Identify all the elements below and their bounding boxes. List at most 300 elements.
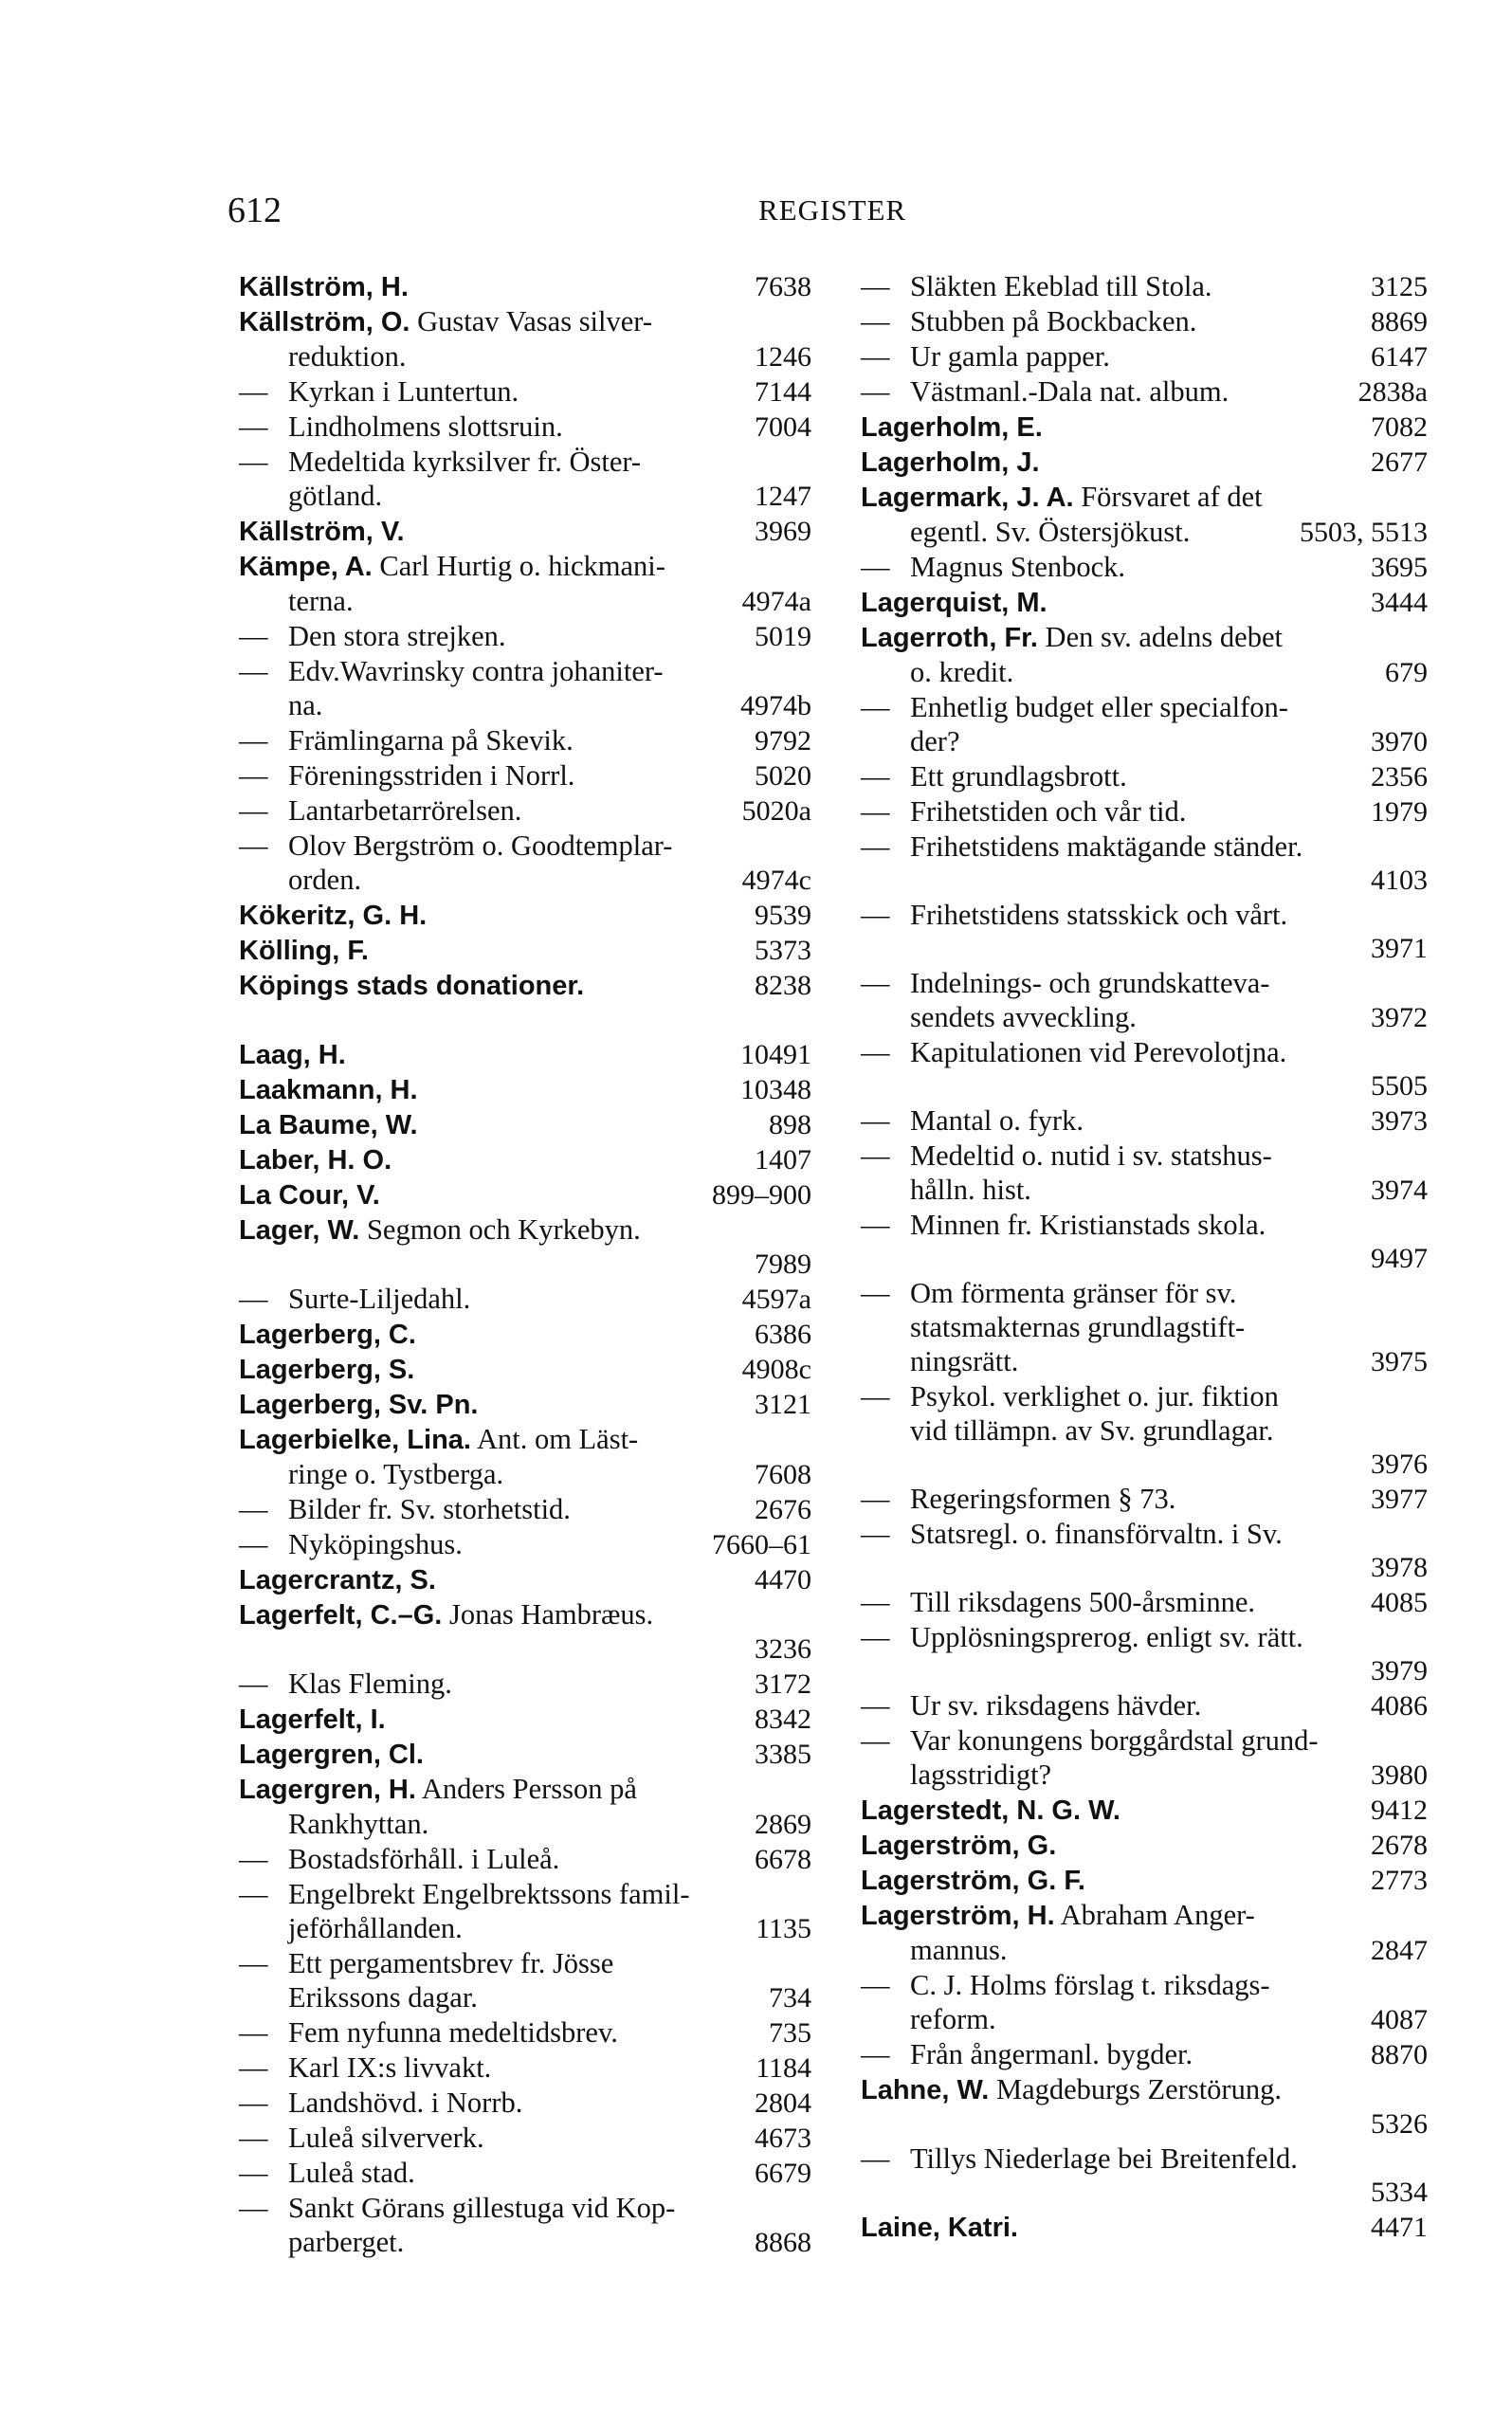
entry-line: [239, 445, 811, 479]
entry-text-group: [861, 550, 1125, 584]
reference-number: 3978: [1371, 1552, 1428, 1583]
entry-title: egentl. Sv. Östersjökust.: [910, 516, 1191, 548]
entry-line: [861, 2176, 1428, 2210]
entry-line: [239, 1492, 811, 1527]
reference-number: 4974a: [741, 586, 811, 617]
index-subentry: [861, 898, 1428, 966]
reference-number: 734: [769, 1982, 811, 2014]
entry-title: vid tillämpn. av Sv. grundlagar.: [910, 1414, 1274, 1447]
entry-line: [239, 1911, 811, 1946]
entry-title: Segmon och Kyrkebyn.: [366, 1213, 641, 1246]
entry-title: ringe o. Tystberga.: [288, 1458, 504, 1490]
entry-title: reduktion.: [288, 340, 407, 373]
entry-line: [861, 1517, 1428, 1551]
entry-line: [861, 304, 1428, 339]
entry-title: statsmakternas grundlagstift-: [910, 1311, 1246, 1343]
index-entry: [239, 269, 811, 304]
entry-title: C. J. Holms förslag t. riksdags-: [910, 1969, 1270, 2001]
entry-text-group: [861, 1208, 1266, 1242]
entry-line: [861, 374, 1428, 410]
index-entry: [239, 933, 811, 968]
entry-text-group: [288, 1457, 503, 1491]
entry-title: Ett grundlagsbrott.: [910, 760, 1127, 793]
entry-text-group: [239, 1492, 571, 1526]
reference-number: 4673: [755, 2123, 811, 2154]
reference-number: 3979: [1371, 1655, 1428, 1686]
reference-number: 898: [769, 1109, 811, 1140]
entry-line: [239, 1877, 811, 1911]
entry-line: [861, 1139, 1428, 1173]
entry-text-group: [861, 1276, 1236, 1310]
entry-title: Landshövd. i Norrb.: [288, 2087, 523, 2119]
entry-line: [239, 2121, 811, 2156]
entry-line: [861, 2037, 1428, 2072]
entry-text-group: [239, 898, 427, 933]
reference-number: 3980: [1371, 1759, 1428, 1791]
author-name: Lahne, W.: [861, 2075, 990, 2105]
dash-mark: —: [861, 2038, 890, 2070]
entry-text-group: [239, 304, 652, 339]
entry-line: [239, 1702, 811, 1737]
dash-mark: —: [861, 1724, 890, 1757]
entry-text-group: [239, 2050, 491, 2085]
index-subentry: [239, 793, 811, 829]
index-entry: [861, 480, 1428, 550]
dash-mark: —: [861, 795, 890, 828]
entry-title: Tillys Niederlage bei Breitenfeld.: [910, 2142, 1298, 2175]
index-subentry: [861, 1035, 1428, 1103]
entry-line: [861, 445, 1428, 480]
entry-text-group: [861, 1688, 1201, 1722]
entry-text-group: [861, 1482, 1175, 1516]
entry-text-group: [288, 584, 354, 618]
index-subentry: [239, 374, 811, 410]
entry-line: [239, 2156, 811, 2191]
entry-line: [861, 1344, 1428, 1379]
entry-text-group: [861, 304, 1196, 338]
entry-text-group: [239, 2015, 618, 2050]
reference-number: 4908c: [741, 1354, 811, 1385]
entry-title: Stubben på Bockbacken.: [910, 305, 1197, 337]
dash-mark: —: [861, 899, 890, 931]
entry-title: Minnen fr. Kristianstads skola.: [910, 1209, 1266, 1241]
entry-text-group: [288, 339, 407, 374]
author-name: Lagerholm, E.: [861, 412, 1043, 443]
dash-mark: —: [861, 270, 890, 302]
index-entry: [861, 1863, 1428, 1898]
dash-mark: —: [861, 1104, 890, 1137]
index-entry: [861, 410, 1428, 445]
entry-line: [239, 1597, 811, 1632]
index-subentry: [861, 794, 1428, 829]
reference-number: 9497: [1371, 1243, 1428, 1274]
entry-line: [239, 339, 811, 374]
author-name: Lagercrantz, S.: [239, 1565, 436, 1595]
entry-line: [861, 1379, 1428, 1413]
index-entry: [239, 1422, 811, 1492]
reference-number: 4087: [1371, 2004, 1428, 2035]
index-subentry: [239, 2191, 811, 2260]
reference-number: 4974b: [740, 690, 811, 721]
entry-text-group: [239, 1352, 414, 1387]
entry-text-group: [239, 829, 672, 863]
entry-text-group: [861, 1968, 1270, 2002]
entry-line: [239, 1422, 811, 1457]
reference-number: 1407: [755, 1144, 811, 1176]
entry-title: Bilder fr. Sv. storhetstid.: [288, 1493, 571, 1525]
entry-title: Främlingarna på Skevik.: [288, 724, 574, 756]
entry-text-group: [239, 1562, 436, 1597]
entry-text-group: [861, 1620, 1303, 1654]
entry-line: [861, 480, 1428, 515]
entry-text-group: [861, 585, 1047, 620]
reference-number: 6678: [755, 1844, 811, 1875]
entry-text-group: [239, 1597, 653, 1632]
author-name: Lagerberg, Sv. Pn.: [239, 1390, 479, 1420]
reference-number: 1246: [755, 341, 811, 373]
reference-number: 2804: [755, 2087, 811, 2119]
reference-number: 4086: [1371, 1690, 1428, 1722]
reference-number: 3695: [1371, 552, 1428, 583]
dash-mark: —: [239, 1878, 268, 1910]
author-name: Lager, W.: [239, 1215, 360, 1246]
entry-title: Edv.Wavrinsky contra johaniter-: [288, 655, 664, 687]
entry-line: [239, 2015, 811, 2050]
author-name: Lagerquist, M.: [861, 588, 1047, 618]
entry-line: [861, 759, 1428, 794]
entry-line: [239, 1667, 811, 1702]
reference-number: 4597a: [741, 1284, 811, 1315]
entry-text-group: [861, 898, 1287, 932]
dash-mark: —: [861, 1483, 890, 1515]
reference-number: 6679: [755, 2158, 811, 2189]
entry-text-group: [239, 374, 519, 409]
entry-line: [861, 1793, 1428, 1828]
author-name: Lagerberg, S.: [239, 1355, 415, 1385]
entry-line: [861, 1585, 1428, 1620]
reference-number: 3444: [1371, 587, 1428, 618]
reference-number: 3976: [1371, 1449, 1428, 1480]
index-entry: [239, 514, 811, 549]
entry-line: [239, 758, 811, 793]
entry-text-group: [239, 1177, 380, 1212]
entry-text-group: [239, 1842, 559, 1876]
entry-line: [861, 550, 1428, 585]
entry-text-group: [288, 863, 361, 897]
entry-title: Kapitulationen vid Perevolotjna.: [910, 1036, 1287, 1068]
index-subentry: [239, 619, 811, 654]
index-subentry: [861, 1620, 1428, 1688]
entry-line: [239, 1177, 811, 1212]
entry-title: Bostadsförhåll. i Luleå.: [288, 1843, 560, 1875]
reference-number: 5505: [1371, 1070, 1428, 1102]
index-entry: [239, 1142, 811, 1177]
entry-text-group: [910, 1310, 1245, 1344]
dash-mark: —: [239, 724, 268, 756]
entry-title: Medeltida kyrksilver fr. Öster-: [288, 446, 642, 478]
entry-text-group: [239, 1142, 392, 1177]
dash-mark: —: [239, 375, 268, 408]
entry-line: [861, 1173, 1428, 1208]
entry-title: Mantal o. fyrk.: [910, 1104, 1084, 1137]
index-subentry: [861, 2142, 1428, 2210]
entry-title: Surte-Liljedahl.: [288, 1283, 471, 1315]
reference-number: 3236: [755, 1633, 811, 1665]
author-name: Lagerström, G. F.: [861, 1866, 1085, 1896]
entry-text-group: [288, 1911, 463, 1945]
index-subentry: [239, 1842, 811, 1877]
index-entry: [239, 1772, 811, 1842]
reference-number: 2676: [755, 1494, 811, 1525]
entry-text-group: [239, 514, 405, 549]
author-name: Lagerström, H.: [861, 1901, 1055, 1931]
entry-text-group: [910, 1758, 1051, 1792]
entry-text-group: [239, 619, 506, 653]
entry-title: o. kredit.: [910, 656, 1014, 688]
index-subentry: [861, 966, 1428, 1035]
dash-mark: —: [239, 2122, 268, 2154]
index-subentry: [239, 2015, 811, 2050]
entry-line: [239, 1632, 811, 1667]
entry-text-group: [861, 445, 1040, 480]
reference-number: 4471: [1371, 2212, 1428, 2243]
entry-line: [239, 269, 811, 304]
author-name: Lagerstedt, N. G. W.: [861, 1795, 1120, 1826]
entry-text-group: [239, 933, 369, 968]
reference-number: 2677: [1371, 447, 1428, 478]
entry-line: [239, 2191, 811, 2225]
entry-line: [861, 932, 1428, 966]
entry-line: [861, 1242, 1428, 1276]
reference-number: 7144: [755, 376, 811, 408]
index-subentry: [861, 550, 1428, 585]
entry-text-group: [239, 1877, 690, 1911]
entry-text-group: [239, 1527, 463, 1561]
entry-title: Till riksdagens 500-årsminne.: [910, 1586, 1256, 1618]
dash-mark: —: [861, 967, 890, 999]
author-name: Lagerström, G.: [861, 1831, 1057, 1861]
entry-text-group: [910, 1000, 1137, 1034]
entry-title: Var konungens borggårdstal grund-: [910, 1724, 1319, 1757]
entry-title: Jonas Hambræus.: [448, 1598, 654, 1631]
dash-mark: —: [239, 410, 268, 443]
entry-line: [239, 1142, 811, 1177]
entry-line: [239, 479, 811, 514]
entry-text-group: [910, 2002, 996, 2036]
entry-title: Lindholmens slottsruin.: [288, 410, 563, 443]
dash-mark: —: [861, 1689, 890, 1722]
entry-text-group: [861, 410, 1043, 445]
entry-title: götland.: [288, 480, 383, 512]
index-subentry: [861, 829, 1428, 898]
entry-title: Försvaret af det: [1081, 481, 1263, 513]
entry-line: [861, 1000, 1428, 1035]
entry-title: Luleå silververk.: [288, 2122, 484, 2154]
entry-text-group: [910, 724, 959, 758]
entry-text-group: [288, 1807, 428, 1841]
entry-line: [861, 794, 1428, 829]
entry-title: Psykol. verklighet o. jur. fiktion: [910, 1380, 1279, 1412]
author-name: Laag, H.: [239, 1040, 346, 1070]
reference-number: 3977: [1371, 1484, 1428, 1515]
dash-mark: —: [239, 1283, 268, 1315]
reference-number: 7082: [1371, 411, 1428, 443]
entry-line: [861, 585, 1428, 620]
entry-line: [239, 1527, 811, 1562]
dash-mark: —: [239, 1947, 268, 1979]
author-name: Lagergren, H.: [239, 1775, 416, 1805]
author-name: Laine, Katri.: [861, 2213, 1018, 2243]
index-subentry: [239, 1492, 811, 1527]
entry-line: [239, 619, 811, 654]
entry-text-group: [861, 480, 1263, 515]
index-subentry: [861, 1688, 1428, 1723]
entry-line: [239, 1387, 811, 1422]
entry-line: [861, 1620, 1428, 1654]
index-subentry: [239, 758, 811, 793]
entry-title: ningsrätt.: [910, 1345, 1019, 1377]
index-entry: [239, 1072, 811, 1107]
entry-title: na.: [288, 689, 323, 721]
entry-title: Enhetlig budget eller specialfon-: [910, 691, 1288, 723]
author-name: La Baume, W.: [239, 1110, 418, 1140]
entry-text-group: [861, 1035, 1286, 1069]
index-entry: [239, 1352, 811, 1387]
index-entry: [239, 1037, 811, 1072]
dash-mark: —: [861, 1621, 890, 1653]
entry-text-group: [239, 549, 665, 584]
entry-text-group: [861, 829, 1303, 864]
index-subentry: [861, 304, 1428, 339]
entry-line: [861, 1551, 1428, 1585]
entry-title: Karl IX:s livvakt.: [288, 2051, 492, 2084]
entry-line: [861, 2142, 1428, 2176]
dash-mark: —: [239, 794, 268, 827]
index-subentry: [239, 1946, 811, 2015]
entry-text-group: [239, 1212, 641, 1248]
entry-line: [861, 1208, 1428, 1242]
entry-text-group: [861, 1898, 1255, 1933]
reference-number: 3970: [1371, 726, 1428, 757]
entry-text-group: [861, 374, 1229, 409]
reference-number: 8868: [755, 2227, 811, 2258]
index-subentry: [239, 2050, 811, 2086]
reference-number: 3971: [1371, 933, 1428, 964]
author-name: Lagerholm, J.: [861, 447, 1040, 478]
reference-number: 7608: [755, 1459, 811, 1490]
index-subentry: [861, 1723, 1428, 1793]
reference-number: 6386: [755, 1319, 811, 1350]
entry-title: Statsregl. o. finansförvaltn. i Sv.: [910, 1518, 1283, 1550]
reference-number: 1979: [1371, 796, 1428, 828]
entry-title: Ur gamla papper.: [910, 340, 1110, 373]
reference-number: 7660–61: [712, 1529, 811, 1560]
reference-number: 5019: [755, 621, 811, 652]
index-subentry: [861, 1379, 1428, 1482]
author-name: Lagerfelt, C.–G.: [239, 1600, 443, 1631]
reference-number: 3125: [1371, 271, 1428, 302]
entry-title: Engelbrekt Engelbrektssons famil-: [288, 1878, 690, 1910]
entry-title: Magdeburgs Zerstörung.: [995, 2073, 1282, 2105]
entry-text-group: [861, 966, 1269, 1000]
dash-mark: —: [861, 1586, 890, 1618]
reference-number: 4085: [1371, 1587, 1428, 1618]
dash-mark: —: [861, 1969, 890, 2001]
reference-number: 9412: [1371, 1795, 1428, 1826]
reference-number: 7004: [755, 411, 811, 443]
entry-text-group: [861, 1379, 1279, 1413]
entry-text-group: [239, 1946, 613, 1980]
entry-text-group: [861, 1103, 1084, 1138]
reference-number: 10348: [740, 1074, 811, 1105]
entry-line: [239, 688, 811, 723]
entry-line: [861, 655, 1428, 690]
entry-text-group: [861, 1517, 1283, 1551]
entry-line: [239, 829, 811, 863]
dash-mark: —: [861, 691, 890, 723]
entry-line: [861, 620, 1428, 655]
entry-text-group: [288, 479, 382, 513]
author-name: Kämpe, A.: [239, 552, 373, 582]
index-entry: [239, 1212, 811, 1282]
entry-line: [861, 1103, 1428, 1139]
index-column-left: [239, 269, 811, 2260]
entry-line: [239, 2050, 811, 2086]
index-subentry: [239, 2121, 811, 2156]
entry-title: Västmanl.-Dala nat. album.: [910, 375, 1230, 408]
reference-number: 2356: [1371, 761, 1428, 793]
index-subentry: [861, 1482, 1428, 1517]
entry-text-group: [239, 758, 574, 793]
entry-text-group: [239, 1667, 452, 1701]
entry-text-group: [239, 968, 584, 1003]
entry-line: [861, 1968, 1428, 2002]
entry-title: Regeringsformen § 73.: [910, 1483, 1176, 1515]
dash-mark: —: [861, 551, 890, 583]
entry-text-group: [910, 1933, 1008, 1967]
index-entry: [861, 1898, 1428, 1968]
entry-title: Klas Fleming.: [288, 1668, 452, 1700]
entry-title: Ur sv. riksdagens hävder.: [910, 1689, 1202, 1722]
entry-text-group: [239, 1387, 478, 1422]
entry-text-group: [861, 339, 1110, 374]
reference-number: 2838a: [1357, 376, 1428, 408]
index-entry: [239, 549, 811, 619]
reference-number: 4103: [1371, 865, 1428, 896]
entry-title: sendets avveckling.: [910, 1001, 1137, 1033]
entry-text-group: [239, 2121, 484, 2155]
entry-line: [861, 690, 1428, 724]
section-gap: [239, 1003, 811, 1037]
index-subentry: [239, 1877, 811, 1946]
author-name: Källström, V.: [239, 517, 405, 547]
index-subentry: [239, 1527, 811, 1562]
entry-text-group: [861, 620, 1283, 655]
entry-text-group: [861, 759, 1127, 793]
entry-title: Lantarbetarrörelsen.: [288, 794, 522, 827]
entry-text-group: [861, 269, 1212, 303]
index-entry: [861, 2210, 1428, 2245]
entry-title: Sankt Görans gillestuga vid Kop-: [288, 2192, 676, 2224]
entry-line: [239, 1072, 811, 1107]
entry-line: [861, 269, 1428, 304]
entry-line: [239, 933, 811, 968]
dash-mark: —: [861, 830, 890, 863]
author-name: Köpings stads donationer.: [239, 971, 585, 1001]
index-subentry: [239, 723, 811, 758]
entry-line: [239, 968, 811, 1003]
entry-text-group: [239, 1702, 386, 1737]
